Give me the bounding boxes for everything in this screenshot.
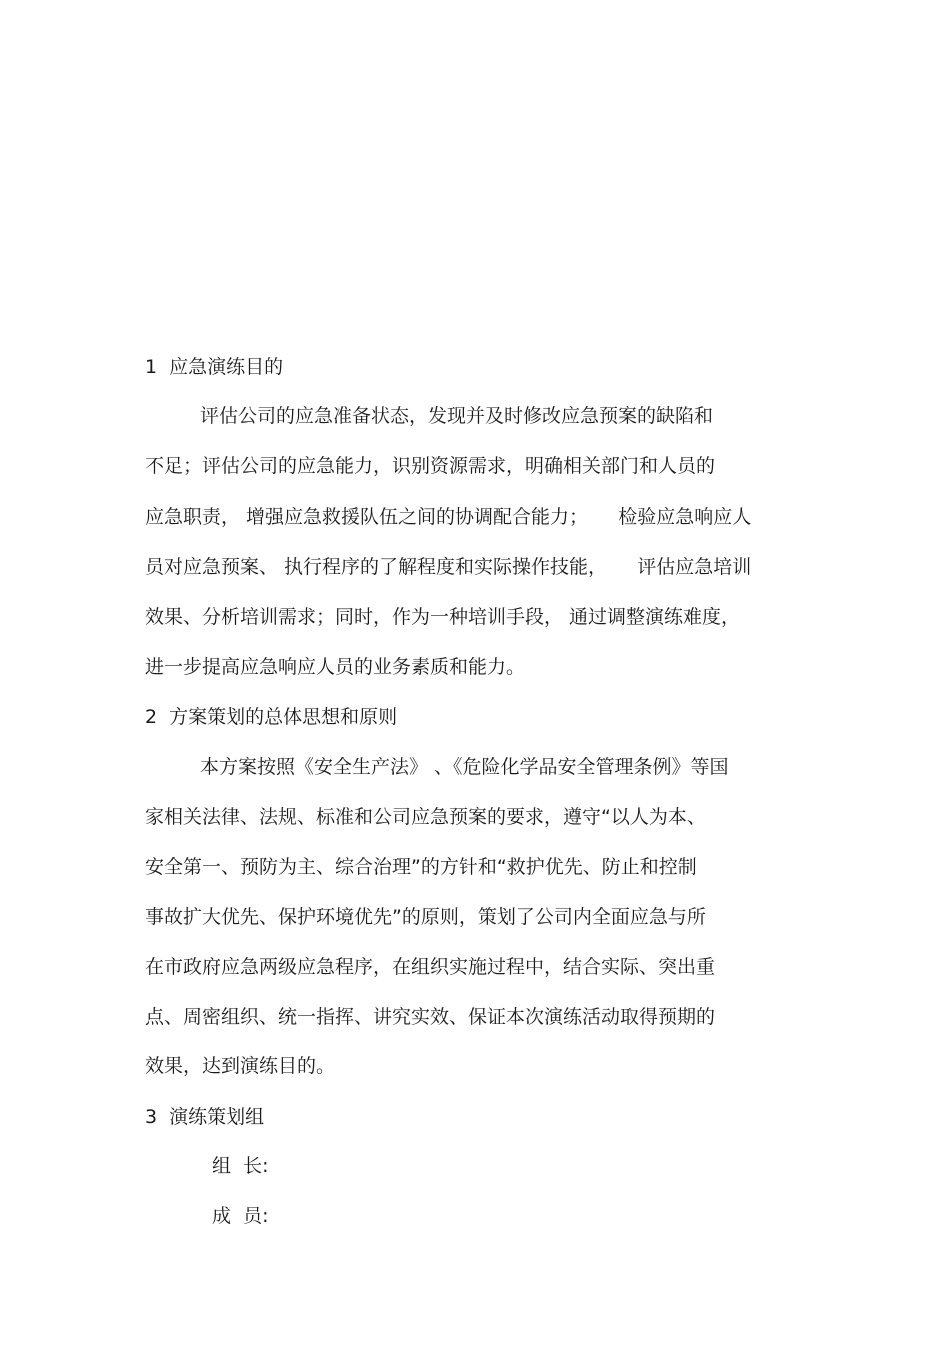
section-2-para-line-2: 家相关法律、法规、标准和公司应急预案的要求，遵守“以人为本、	[145, 806, 706, 828]
section-1-para-line-4: 员对应急预案、 执行程序的了解程度和实际操作技能， 评估应急培训	[145, 556, 752, 578]
section-2-para-line-7: 效果，达到演练目的。	[145, 1055, 336, 1077]
section-3-heading: 3 演练策划组	[145, 1106, 265, 1128]
group-members-field: 成 员:	[212, 1205, 269, 1227]
section-1-heading: 1 应急演练目的	[145, 356, 284, 378]
section-2-para-line-5: 在市政府应急两级应急程序，在组织实施过程中，结合实际、突出重	[145, 956, 716, 978]
section-2-para-line-1: 本方案按照《安全生产法》 、《危险化学品安全管理条例》等国	[200, 756, 729, 778]
section-2-para-line-6: 点、周密组织、统一指挥、讲究实效、保证本次演练活动取得预期的	[145, 1006, 716, 1028]
section-1-para-line-6: 进一步提高应急响应人员的业务素质和能力。	[145, 656, 526, 678]
section-1-para-line-2: 不足；评估公司的应急能力，识别资源需求，明确相关部门和人员的	[145, 455, 716, 477]
section-1-para-line-3: 应急职责， 增强应急救援队伍之间的协调配合能力； 检验应急响应人	[145, 506, 752, 528]
group-leader-field: 组 长:	[212, 1155, 269, 1177]
section-2-heading: 2 方案策划的总体思想和原则	[145, 706, 398, 728]
section-2-para-line-3: 安全第一、预防为主、综合治理”的方针和“救护优先、防止和控制	[145, 856, 697, 878]
section-1-para-line-1: 评估公司的应急准备状态，发现并及时修改应急预案的缺陷和	[200, 405, 714, 427]
section-1-para-line-5: 效果、分析培训需求；同时，作为一种培训手段， 通过调整演练难度，	[145, 606, 741, 628]
section-2-para-line-4: 事故扩大优先、保护环境优先”的原则，策划了公司内全面应急与所	[145, 906, 706, 928]
